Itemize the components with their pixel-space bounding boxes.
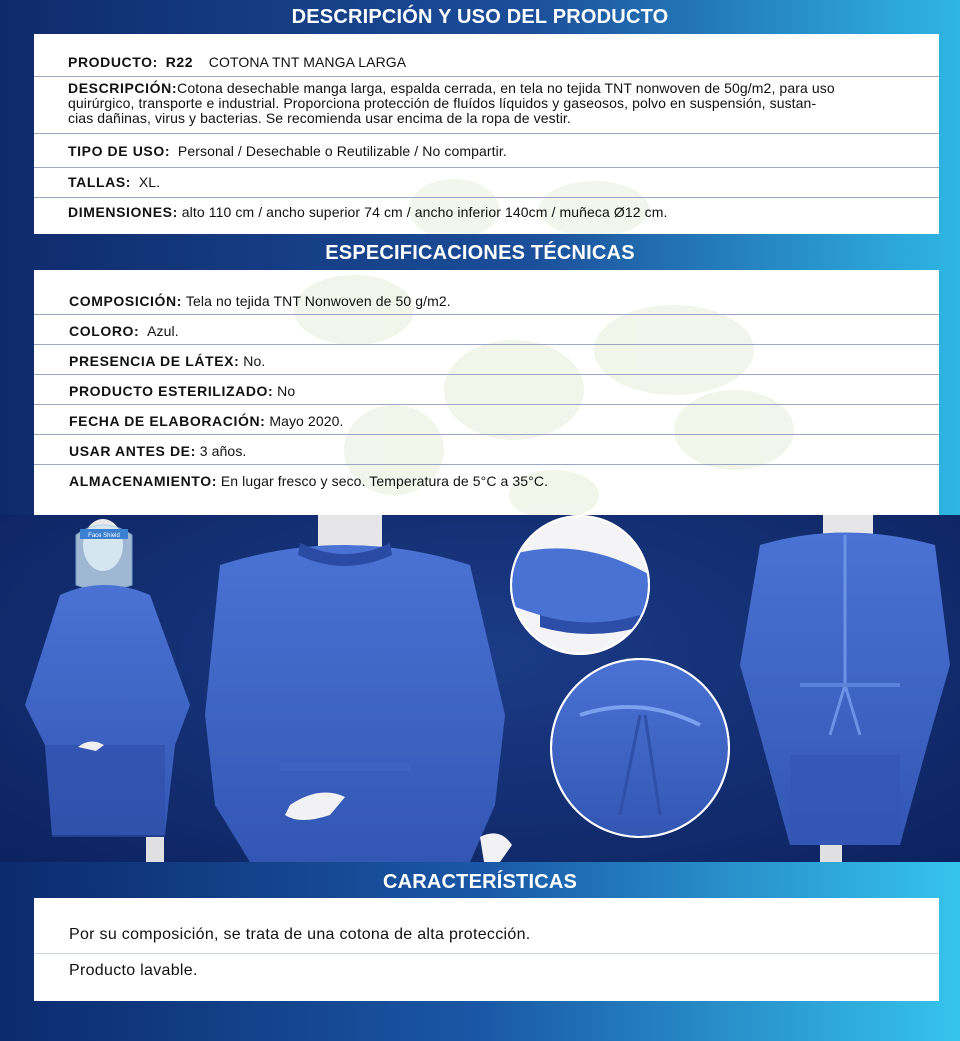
face-shield-label: Face Shield: [88, 533, 120, 539]
spec-row-fecha: [34, 405, 939, 435]
spec-value: Tela no tejida TNT Nonwoven de 50 g/m2.: [185, 293, 451, 309]
tallas-label: TALLAS:: [68, 174, 132, 190]
spec-value: En lugar fresco y seco. Temperatura de 5°C a 35°C.: [220, 473, 549, 489]
spec-row-esterilizado: [34, 375, 939, 405]
spec-label: ALMACENAMIENTO:: [69, 473, 217, 489]
spec-row-composicion: [34, 285, 939, 315]
spec-label: COLORO:: [69, 323, 140, 339]
product-photos: [0, 515, 960, 862]
detail-elastic-cuff: [510, 515, 650, 655]
product-description-panel: [34, 34, 939, 234]
spec-value: Mayo 2020.: [269, 413, 344, 429]
producto-label: PRODUCTO:: [68, 54, 158, 70]
row-descripcion: [34, 77, 939, 134]
spec-row-usar-antes: [34, 435, 939, 465]
product-photos-illustration: [0, 515, 960, 862]
mannequin-front-face-shield: [25, 519, 190, 862]
section-title-descripcion: DESCRIPCIÓN Y USO DEL PRODUCTO: [291, 6, 669, 28]
tipo-value: Personal / Desechable o Reutilizable / No compartir.: [177, 143, 507, 159]
spec-value: 3 años.: [199, 443, 247, 459]
descripcion-line2: quirúrgico, transporte e industrial. Proporciona protección de fluídos líquidos y gaseosos, polvo en suspensión, sustan-: [68, 95, 817, 111]
row-tallas: [34, 168, 939, 198]
spec-value: No.: [243, 353, 266, 369]
spec-label: PRODUCTO ESTERILIZADO:: [69, 383, 274, 399]
feature-item: [34, 954, 939, 1001]
spec-row-almacenamiento: [34, 465, 939, 500]
detail-back-ties: [550, 658, 730, 838]
dimensiones-label: DIMENSIONES:: [68, 204, 178, 220]
descripcion-line1: Cotona desechable manga larga, espalda cerrada, en tela no tejida TNT nonwoven de 50g/m2, para uso: [177, 80, 835, 96]
spec-label: USAR ANTES DE:: [69, 443, 196, 459]
producto-name: COTONA TNT MANGA LARGA: [208, 54, 407, 70]
descripcion-line3: cias dañinas, virus y bacterias. Se recomienda usar encima de la ropa de vestir.: [68, 110, 571, 126]
spec-row-latex: [34, 345, 939, 375]
spec-label: COMPOSICIÓN:: [69, 293, 182, 309]
row-tipo-de-uso: [34, 134, 939, 168]
spec-label: PRESENCIA DE LÁTEX:: [69, 353, 240, 369]
producto-code: R22: [165, 54, 194, 70]
spec-value: No: [277, 383, 296, 399]
feature-text: Producto lavable.: [69, 962, 198, 979]
spec-row-coloro: [34, 315, 939, 345]
mannequin-front-large: [205, 515, 512, 862]
features-panel: [34, 898, 939, 1001]
descripcion-label: DESCRIPCIÓN:: [68, 80, 178, 96]
mannequin-back-view: [740, 515, 950, 862]
feature-item: [34, 898, 939, 954]
dimensiones-value: alto 110 cm / ancho superior 74 cm / ancho inferior 140cm / muñeca Ø12 cm.: [181, 204, 668, 220]
technical-specs-panel: [34, 270, 939, 515]
section-title-caracteristicas: CARACTERÍSTICAS: [382, 871, 578, 893]
tallas-value: XL.: [138, 174, 161, 190]
feature-text: Por su composición, se trata de una cotona de alta protección.: [69, 926, 531, 943]
row-producto: [34, 34, 939, 77]
spec-value: Azul.: [147, 323, 179, 339]
section-title-especificaciones: ESPECIFICACIONES TÉCNICAS: [325, 242, 635, 264]
row-dimensiones: [34, 198, 939, 234]
spec-label: FECHA DE ELABORACIÓN:: [69, 413, 266, 429]
tipo-label: TIPO DE USO:: [68, 143, 171, 159]
